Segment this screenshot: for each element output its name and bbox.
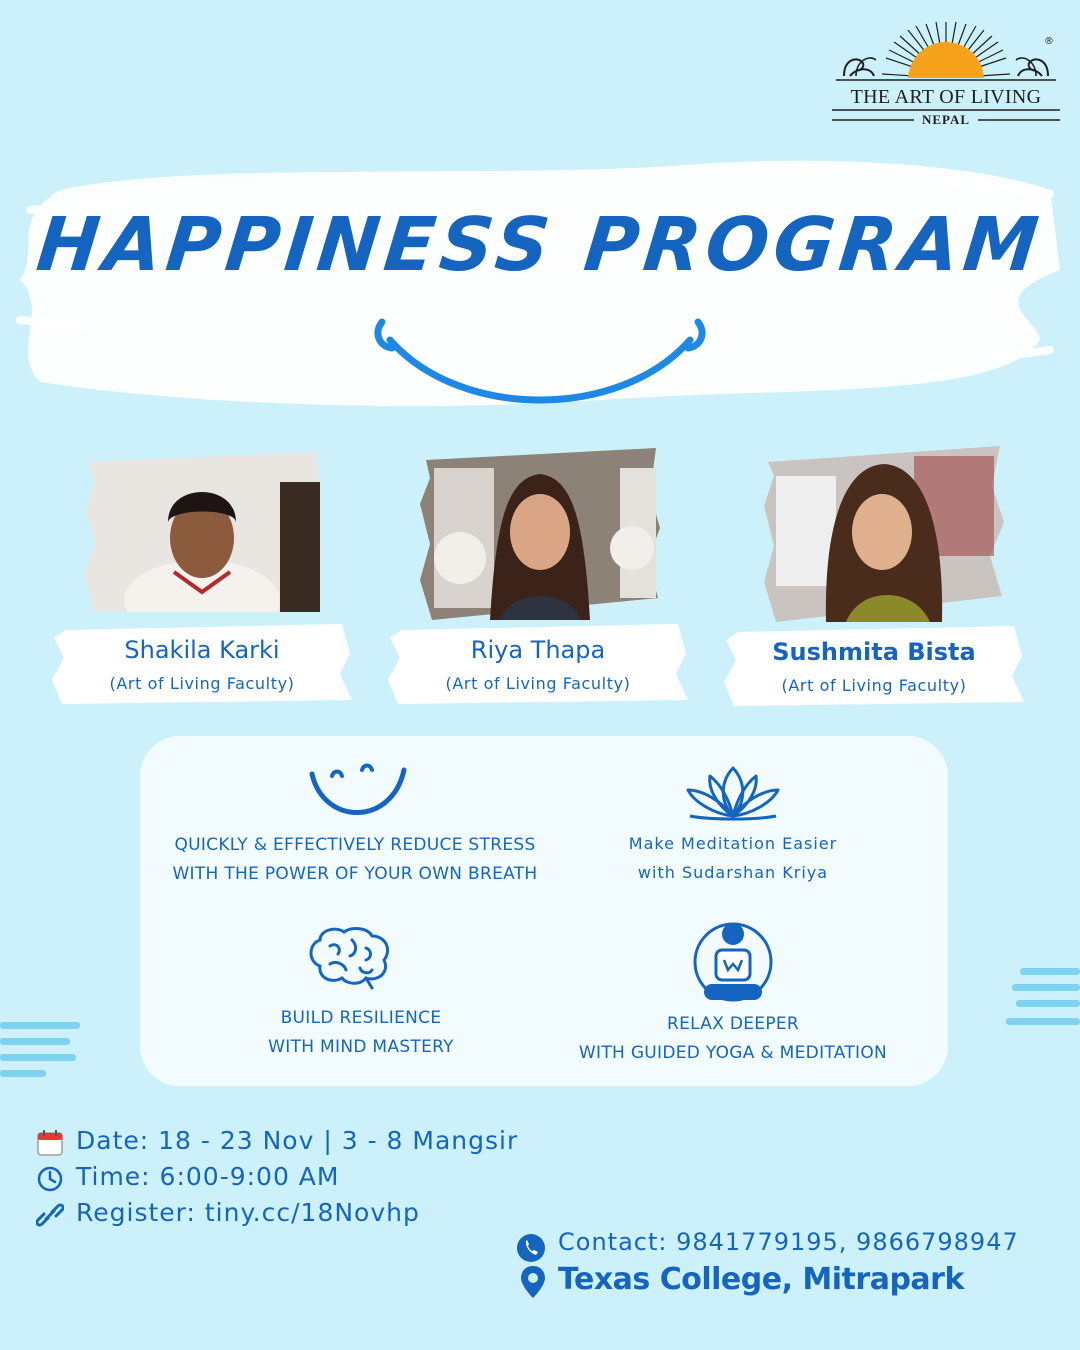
phone-icon xyxy=(516,1233,546,1263)
contact-numbers: Contact: 9841779195, 9866798947 xyxy=(558,1228,1019,1256)
location-pin-icon xyxy=(520,1264,546,1300)
faculty-photo-riya-thapa xyxy=(420,448,660,620)
faculty-name: Riya Thapa xyxy=(470,636,606,664)
event-time: Time: 6:00-9:00 AM xyxy=(76,1162,340,1191)
brain-icon xyxy=(306,926,392,990)
left-brush-strokes xyxy=(0,1018,90,1088)
event-date: Date: 18 - 23 Nov | 3 - 8 Mangsir xyxy=(76,1126,519,1155)
logo-region: NEPAL xyxy=(921,112,971,127)
link-icon xyxy=(36,1201,64,1229)
feature-line: Make Meditation Easier xyxy=(628,834,838,853)
feature-line: BUILD RESILIENCE xyxy=(280,1008,442,1028)
feature-line: WITH GUIDED YOGA & MEDITATION xyxy=(578,1043,888,1063)
event-location: Texas College, Mitrapark xyxy=(558,1262,964,1297)
registered-mark: ® xyxy=(1044,36,1054,47)
faculty-role: (Art of Living Faculty) xyxy=(109,674,295,693)
logo-brand-name: THE ART OF LIVING xyxy=(850,86,1042,108)
clock-icon xyxy=(36,1165,64,1193)
faculty-photo-shakila-karki xyxy=(84,452,324,612)
faculty-photo-sushmita-bista xyxy=(764,446,1004,622)
feature-resilience xyxy=(140,1004,582,1062)
title-banner xyxy=(0,150,1080,420)
faculty-role: (Art of Living Faculty) xyxy=(781,676,967,695)
faculty-card-sushmita-bista xyxy=(724,626,1024,706)
faculty-role: (Art of Living Faculty) xyxy=(445,674,631,693)
faculty-name: Shakila Karki xyxy=(124,636,280,664)
feature-line: WITH MIND MASTERY xyxy=(268,1037,454,1057)
smile-icon xyxy=(304,760,408,822)
page-title: HAPPINESS PROGRAM xyxy=(32,202,1048,288)
feature-line: QUICKLY & EFFECTIVELY REDUCE STRESS xyxy=(174,835,536,855)
feature-line: with Sudarshan Kriya xyxy=(637,863,829,882)
right-brush-strokes xyxy=(1000,966,1080,1032)
register-link[interactable]: Register: tiny.cc/18Novhp xyxy=(76,1198,420,1227)
lotus-icon xyxy=(680,762,786,822)
faculty-name: Sushmita Bista xyxy=(772,638,976,666)
features-panel xyxy=(140,736,948,1086)
feature-stress xyxy=(140,831,570,889)
faculty-card-riya-thapa xyxy=(388,624,688,704)
feature-meditation xyxy=(570,829,896,887)
meditating-person-icon xyxy=(690,922,776,1006)
feature-relax xyxy=(560,1010,906,1068)
feature-line: RELAX DEEPER xyxy=(666,1014,800,1034)
art-of-living-logo xyxy=(826,20,1066,132)
faculty-card-shakila-karki xyxy=(52,624,352,704)
calendar-icon xyxy=(36,1129,64,1157)
feature-line: WITH THE POWER OF YOUR OWN BREATH xyxy=(172,864,538,884)
